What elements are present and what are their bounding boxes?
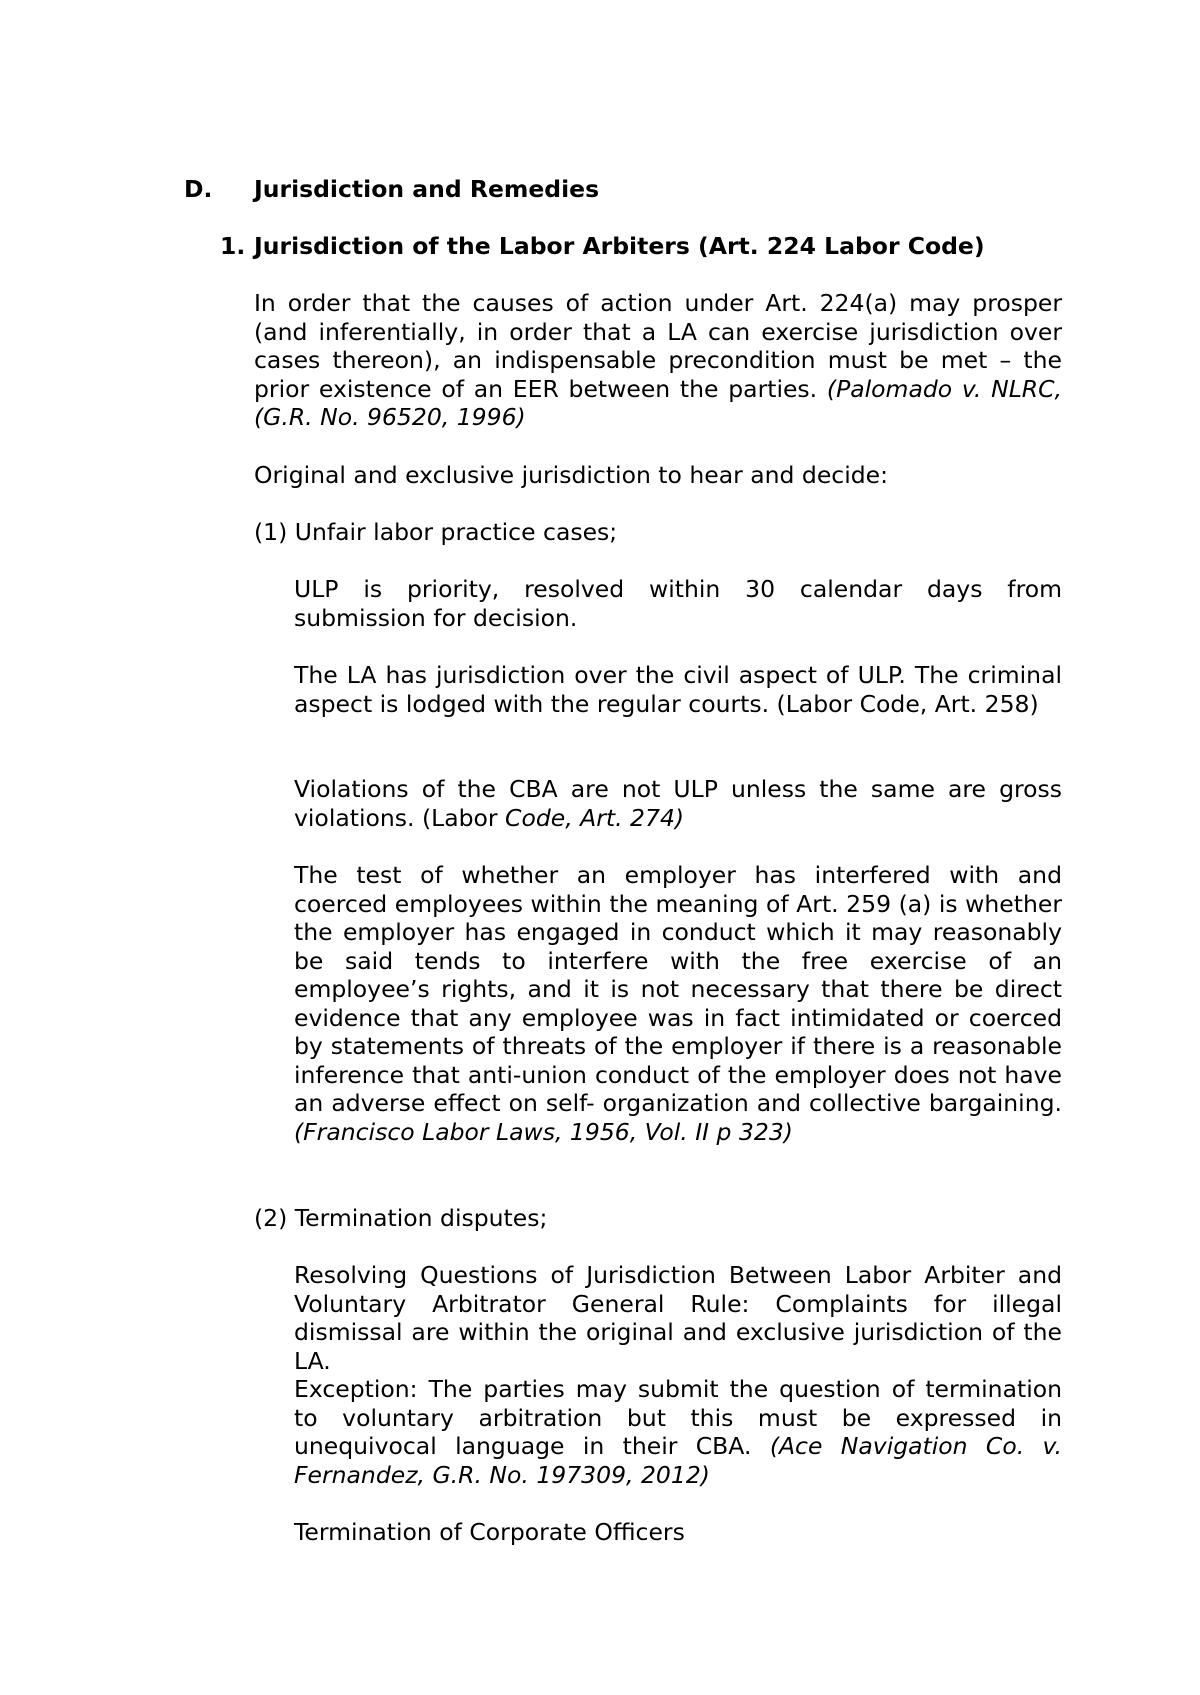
intro-citation: (Palomado v. NLRC, (G.R. No. 96520, 1996) <box>254 374 1062 431</box>
item1-label: (1) Unfair labor practice cases; <box>254 518 618 546</box>
original-jurisdiction-text: Original and exclusive jurisdiction to hear and decide: <box>254 461 889 489</box>
section-title: Jurisdiction and Remedies <box>254 175 600 203</box>
subsection-title: Jurisdiction of the Labor Arbiters (Art. 224 Labor Code) <box>254 232 985 260</box>
interference-test-paragraph <box>294 861 1062 1146</box>
ulp-civil-aspect-paragraph: The LA has jurisdiction over the civil aspect of ULP. The criminal aspect is lodged with the regular courts. (Labor Code, Art. 258) <box>294 661 1062 718</box>
cba-violations-cite-italic: Code, Art. 274) <box>505 803 685 832</box>
la-va-jurisdiction-paragraph: Resolving Questions of Jurisdiction Between Labor Arbiter and Voluntary Arbitrator General Rule: Complaints for illegal dismissal are within the original and exclusive jurisdiction of the LA. <box>294 1261 1062 1375</box>
exception-paragraph <box>294 1375 1062 1489</box>
item2-label: (2) Termination disputes; <box>254 1204 548 1232</box>
cba-violations-paragraph <box>294 775 1062 832</box>
corporate-officers-heading: Termination of Corporate Officers <box>294 1518 685 1546</box>
exception-text: Exception: The parties may submit the question of termination to voluntary arbitration but this must be expressed in unequivocal language in their CBA. <box>294 1375 1062 1460</box>
interference-test-citation: (Francisco Labor Laws, 1956, Vol. II p 323) <box>294 1117 793 1146</box>
intro-text: In order that the causes of action under Art. 224(a) may prosper (and inferentially, in order that a LA can exercise jurisdiction over cases thereon), an indispensable precondition must be met – the prior existence of an EER between the parties. <box>254 289 1062 403</box>
section-heading <box>184 175 599 204</box>
interference-test-text: The test of whether an employer has interfered with and coerced employees within the meaning of Art. 259 (a) is whether the employer has engaged in conduct which it may reasonably be said tends to interfere with the free exercise of an employee’s rights, and it is not necessary that there be direct evidence that any employee was in fact intimidated or coerced by statements of threats of the employer if there is a reasonable inference that anti-union conduct of the employer does not have an adverse effect on self- organization and collective bargaining. <box>294 861 1062 1117</box>
ulp-priority-paragraph: ULP is priority, resolved within 30 calendar days from submission for decision. <box>294 575 1062 632</box>
exception-citation: (Ace Navigation Co. v. Fernandez, G.R. No. 197309, 2012) <box>294 1432 1063 1489</box>
subsection-heading <box>220 232 985 261</box>
subsection-number: 1. <box>220 232 246 260</box>
section-letter: D. <box>184 175 213 203</box>
cba-violations-text: Violations of the CBA are not ULP unless the same are gross violations. <box>294 775 1062 832</box>
intro-paragraph <box>254 289 1062 432</box>
cba-violations-cite-plain: (Labor <box>421 803 506 832</box>
